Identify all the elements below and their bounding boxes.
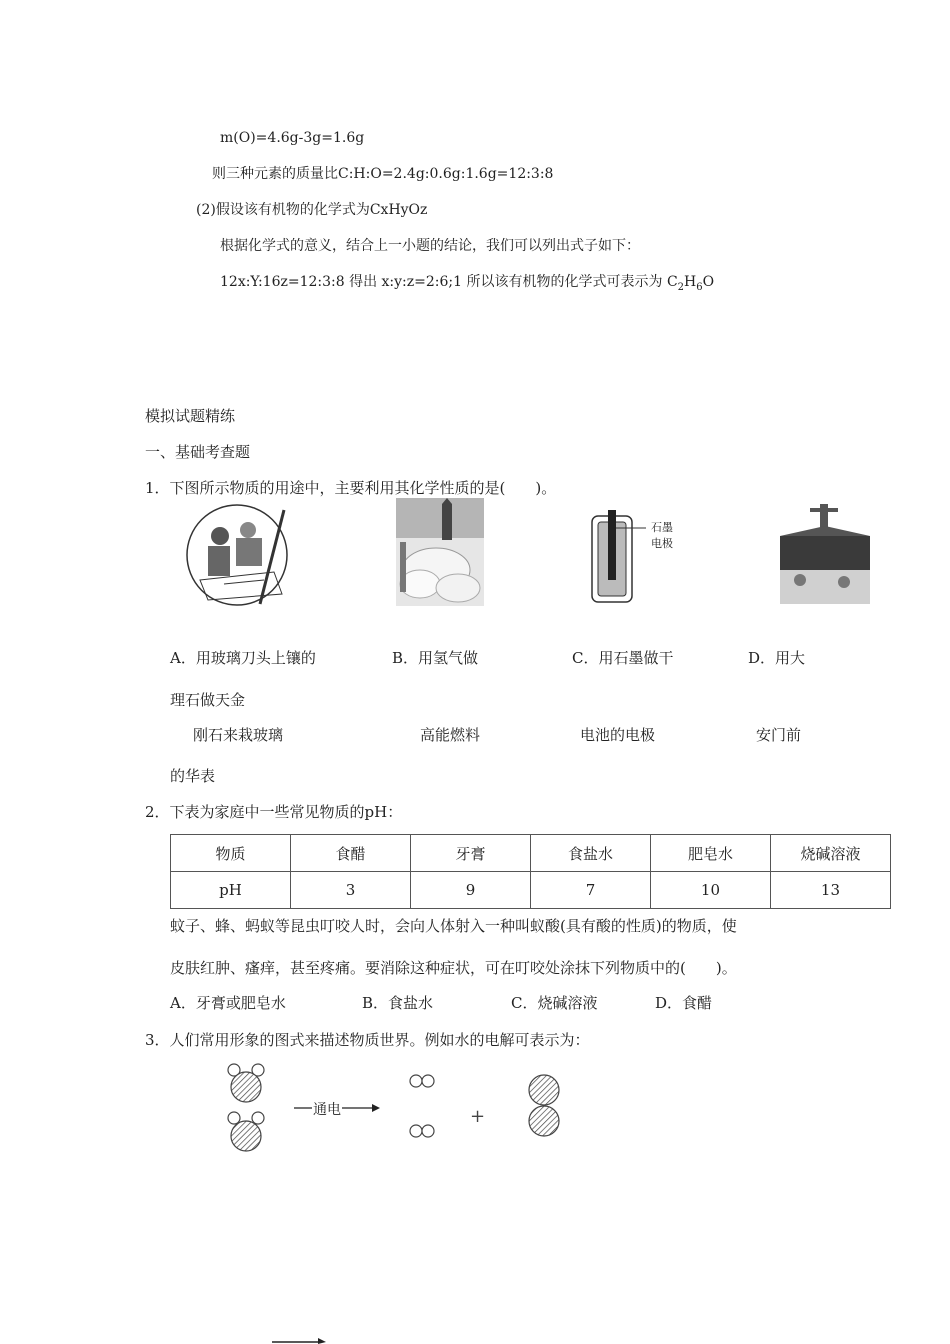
- table-cell: pH: [171, 872, 291, 909]
- oxygen-atom: [529, 1106, 559, 1136]
- q2-option-c: C．烧碱溶液: [511, 994, 598, 1012]
- plus-sign: +: [470, 1106, 486, 1127]
- table-cell: 7: [530, 872, 650, 909]
- table-header-cell: 烧碱溶液: [770, 835, 890, 872]
- hydrogen-atom: [228, 1112, 240, 1124]
- q1-wrap-1: 理石做天金: [170, 691, 246, 709]
- table-row: [171, 872, 891, 909]
- solution-line-2: 则三种元素的质量比C:H:O=2.4g:0.6g:1.6g=12:3:8: [212, 166, 554, 182]
- oxygen-atom: [231, 1072, 261, 1102]
- table-header-cell: 物质: [171, 835, 291, 872]
- q1-option-d-cont: 安门前: [756, 726, 802, 744]
- q2-text-2: 皮肤红肿、瘙痒，甚至疼痛。要消除这种症状，可在叮咬处涂抹下列物质中的( )。: [170, 959, 737, 977]
- solution-line-1: m(O)=4.6g-3g=1.6g: [220, 130, 365, 146]
- q2-option-a: A．牙膏或肥皂水: [170, 994, 286, 1012]
- table-header-cell: 牙膏: [411, 835, 531, 872]
- table-header-cell: 食醋: [291, 835, 411, 872]
- glass-cutter-image: [184, 500, 294, 608]
- q1-option-d: D．用大: [748, 649, 806, 667]
- q1-option-b-cont: 高能燃料: [420, 726, 481, 744]
- q2-text-1: 蚊子、蜂、蚂蚁等昆虫叮咬人时，会向人体射入一种叫蚁酸(具有酸的性质)的物质，使: [170, 917, 737, 935]
- hydrogen-atom: [410, 1075, 422, 1087]
- water-electrolysis-diagram: [222, 1060, 582, 1160]
- q1-option-c-cont: 电池的电极: [580, 726, 656, 744]
- hydrogen-atom: [410, 1125, 422, 1137]
- dry-battery-image: [588, 506, 688, 606]
- q2-stem: 2．下表为家庭中一些常见物质的pH：: [145, 803, 403, 821]
- huabiao-image: [780, 498, 870, 606]
- partial-arrow: [270, 1334, 330, 1344]
- section-title: 模拟试题精练: [145, 407, 236, 425]
- q2-option-b: B．食盐水: [362, 994, 434, 1012]
- subscript: 2: [677, 281, 685, 293]
- ph-table: [170, 834, 891, 909]
- table-cell: 3: [291, 872, 411, 909]
- table-header-cell: 肥皂水: [650, 835, 770, 872]
- q1-option-a-cont: 刚石来栽玻璃: [193, 726, 284, 744]
- rocket-launch-image: [396, 498, 484, 606]
- arrow-label: 通电: [313, 1102, 341, 1118]
- electrode-label: 电极: [651, 537, 673, 550]
- table-cell: 10: [650, 872, 770, 909]
- subscript: 6: [696, 281, 703, 293]
- q2-option-d: D．食醋: [655, 994, 713, 1012]
- solution-line-3: (2)假设该有机物的化学式为CxHyOz: [196, 202, 428, 218]
- solution-line-5-o: O: [702, 274, 715, 290]
- q1-option-b: B．用氢气做: [392, 649, 479, 667]
- q1-wrap-2: 的华表: [170, 767, 216, 785]
- hydrogen-atom: [422, 1125, 434, 1137]
- q1-option-a: A．用玻璃刀头上镶的: [170, 649, 316, 667]
- table-row: [171, 835, 891, 872]
- q1-option-c: C．用石墨做干: [572, 649, 674, 667]
- table-cell: 9: [411, 872, 531, 909]
- table-header-cell: 食盐水: [530, 835, 650, 872]
- table-cell: 13: [770, 872, 890, 909]
- solution-line-5: [220, 272, 714, 298]
- solution-line-5-text: 12x:Y:16z=12:3:8 得出 x:y:z=2:6;1 所以该有机物的化学式可表示为 C: [220, 274, 678, 290]
- oxygen-atom: [231, 1121, 261, 1151]
- graphite-label: 石墨: [651, 521, 673, 534]
- q3-stem: 3．人们常用形象的图式来描述物质世界。例如水的电解可表示为：: [145, 1031, 590, 1049]
- subsection-title: 一、基础考查题: [145, 443, 251, 461]
- solution-line-4: 根据化学式的意义，结合上一小题的结论，我们可以列出式子如下：: [220, 238, 640, 254]
- oxygen-atom: [529, 1075, 559, 1105]
- hydrogen-atom: [422, 1075, 434, 1087]
- solution-line-5-h: H: [684, 274, 697, 290]
- hydrogen-atom: [252, 1112, 264, 1124]
- q1-stem: 1．下图所示物质的用途中，主要利用其化学性质的是( )。: [145, 479, 557, 497]
